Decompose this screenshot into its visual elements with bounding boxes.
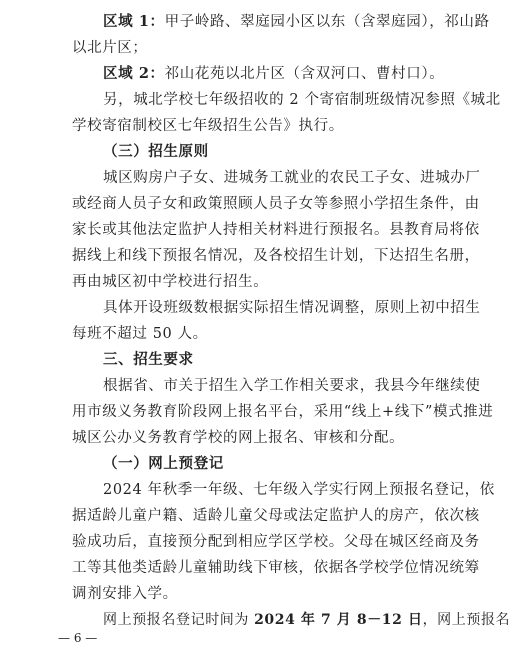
line-text: 以北片区； [72, 40, 148, 56]
paragraph-line [72, 38, 148, 58]
heading-text: 三、招生要求 [103, 351, 194, 368]
line-text: 2024 年秋季一年级、七年级入学实行网上预报名登记，依 [103, 482, 495, 498]
page-number: — 6 — [58, 631, 98, 645]
paragraph-line [72, 246, 480, 266]
line-text: 验成功后，直接预分配到相应学区学校。父母在城区经商及务 [72, 534, 480, 550]
paragraph-line [72, 402, 493, 422]
paragraph-line [72, 272, 268, 292]
section-heading [103, 350, 194, 370]
paragraph-line [103, 12, 490, 32]
paragraph-line [72, 194, 480, 214]
bold-text: 区域 1： [103, 13, 165, 30]
line-text: 每班不超过 50 人。 [72, 326, 208, 342]
paragraph-line [72, 324, 208, 344]
section-heading [103, 142, 209, 162]
line-text: 祁山花苑以北片区（含双河口、曹村口）。 [164, 66, 445, 82]
line-text: 用市级义务教育阶段网上报名平台，采用“线上+线下”模式推进 [72, 404, 494, 420]
line-text: 城区公办义务教育学校的网上报名、审核和分配。 [72, 430, 405, 446]
line-text: 学校寄宿制校区七年级招生公告》执行。 [72, 118, 344, 134]
bold-text: 区域 2： [103, 65, 165, 82]
heading-text: （三）招生原则 [103, 143, 209, 160]
line-text: 根据省、市关于招生入学工作相关要求，我县今年继续使 [103, 378, 481, 394]
paragraph-line [103, 64, 444, 84]
line-text: 工等其他类适龄儿童辅助线下审核，依据各学校学位情况统筹 [72, 560, 480, 576]
paragraph-line [72, 220, 480, 240]
paragraph-line [72, 428, 404, 448]
line-text: 具体开设班级数根据实际招生情况调整，原则上初中招生 [103, 300, 481, 316]
paragraph-line [103, 168, 481, 188]
paragraph-line [72, 558, 480, 578]
line-text: 或经商人员子女和政策照顾人员子女等参照小学招生条件，由 [72, 196, 480, 212]
line-text: ，网上预报名 [422, 612, 511, 628]
paragraph-line [103, 480, 495, 500]
line-text: 调剂安排入学。 [72, 586, 178, 602]
line-text: 据适龄儿童户籍、适龄儿童父母或法定监护人的房产，依次核 [72, 508, 480, 524]
paragraph-line [72, 532, 480, 552]
line-text: 另，城北学校七年级招收的 2 个寄宿制班级情况参照《城北 [103, 92, 501, 108]
section-heading [103, 454, 224, 474]
paragraph-line [72, 116, 344, 136]
paragraph-line [72, 506, 480, 526]
paragraph-line [103, 610, 510, 630]
paragraph-line [103, 376, 481, 396]
line-text: 再由城区初中学校进行招生。 [72, 274, 269, 290]
line-text: 城区购房户子女、进城务工就业的农民工子女、进城办厂 [103, 170, 481, 186]
line-text: 甲子岭路、翠庭园小区以东（含翠庭园），祁山路 [164, 14, 490, 30]
paragraph-line [103, 298, 481, 318]
paragraph-line [103, 90, 501, 110]
line-text: 据线上和线下预报名情况，及各校招生计划，下达招生名册， [72, 248, 480, 264]
paragraph-line [72, 584, 178, 604]
line-text: 家长或其他法定监护人持相关材料进行预报名。县教育局将依 [72, 222, 480, 238]
heading-text: （一）网上预登记 [103, 455, 224, 472]
line-text: 网上预报名登记时间为 [103, 612, 255, 628]
bold-date: 2024 年 7 月 8－12 日 [254, 612, 423, 628]
